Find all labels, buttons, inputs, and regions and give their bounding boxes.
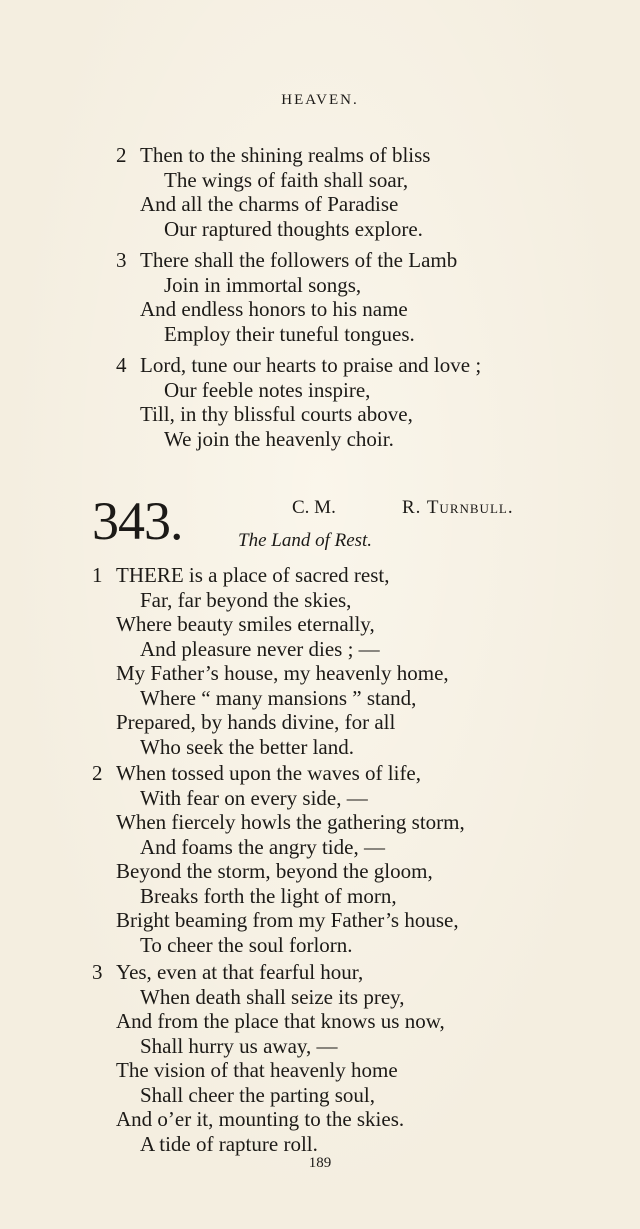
hymn-stanza-3 — [92, 960, 445, 1156]
stanza-line: Bright beaming from my Father’s house, — [116, 908, 459, 932]
hymn-stanza-2 — [92, 761, 465, 957]
stanza-number: 3 — [116, 248, 127, 272]
stanza-line: When fiercely howls the gathering storm, — [116, 810, 465, 834]
prev-stanza-2 — [116, 143, 431, 241]
stanza-line: With fear on every side, — — [140, 785, 368, 810]
stanza-line: Our raptured thoughts explore. — [164, 216, 423, 241]
stanza-line: And foams the angry tide, — — [140, 834, 385, 859]
stanza-line: Breaks forth the light of morn, — [140, 883, 397, 908]
stanza-line: Shall hurry us away, — — [140, 1033, 338, 1058]
stanza-line: 3 There shall the followers of the Lamb — [116, 248, 458, 272]
stanza-line: Beyond the storm, beyond the gloom, — [116, 859, 433, 883]
stanza-line: Where “ many mansions ” stand, — [140, 685, 417, 710]
hymn-meter: C. M. — [292, 497, 336, 518]
stanza-line: Where beauty smiles eternally, — [116, 612, 375, 636]
stanza-line: The vision of that heavenly home — [116, 1058, 398, 1082]
prev-stanza-4 — [116, 353, 482, 451]
stanza-line: When death shall seize its prey, — [140, 984, 405, 1009]
stanza-line: Our feeble notes inspire, — [164, 377, 371, 402]
stanza-line: Till, in thy blissful courts above, — [140, 402, 413, 426]
stanza-line: 1 THERE is a place of sacred rest, — [92, 563, 390, 587]
hymn-number: 343. — [92, 491, 183, 551]
stanza-line: Shall cheer the parting soul, — [140, 1082, 376, 1107]
page-number: 189 — [308, 1155, 332, 1171]
stanza-line: Far, far beyond the skies, — [140, 587, 352, 612]
stanza-line: A tide of rapture roll. — [140, 1131, 318, 1156]
stanza-line: 2 When tossed upon the waves of life, — [92, 761, 422, 785]
stanza-line: And endless honors to his name — [140, 297, 408, 321]
stanza-number: 4 — [116, 353, 127, 377]
stanza-line: And o’er it, mounting to the skies. — [116, 1107, 405, 1131]
prev-stanza-3 — [116, 248, 458, 346]
stanza-line: 2 Then to the shining realms of bliss — [116, 143, 431, 167]
stanza-line: The wings of faith shall soar, — [164, 167, 409, 192]
stanza-line: My Father’s house, my heavenly home, — [116, 661, 449, 685]
stanza-line: 3 Yes, even at that fearful hour, — [92, 960, 364, 984]
stanza-line: And all the charms of Paradise — [140, 192, 399, 216]
stanza-line: And from the place that knows us now, — [116, 1009, 445, 1033]
stanza-line: 4 Lord, tune our hearts to praise and love ; — [116, 353, 482, 377]
stanza-line: Prepared, by hands divine, for all — [116, 710, 396, 734]
stanza-number: 2 — [116, 143, 127, 167]
stanza-line: Employ their tuneful tongues. — [164, 321, 415, 346]
hymn-author: R. Turnbull. — [402, 497, 514, 518]
stanza-line: Who seek the better land. — [140, 734, 354, 759]
stanza-line: To cheer the soul forlorn. — [140, 932, 353, 957]
stanza-number: 3 — [92, 960, 103, 984]
stanza-number: 2 — [92, 761, 103, 785]
hymn-stanza-1 — [92, 563, 449, 759]
stanza-line: We join the heavenly choir. — [164, 426, 394, 451]
stanza-line: Join in immortal songs, — [164, 272, 362, 297]
stanza-number: 1 — [92, 563, 103, 587]
hymn-title: The Land of Rest. — [238, 530, 373, 551]
stanza-line: And pleasure never dies ; — — [140, 636, 380, 661]
running-head: HEAVEN. — [281, 92, 359, 108]
